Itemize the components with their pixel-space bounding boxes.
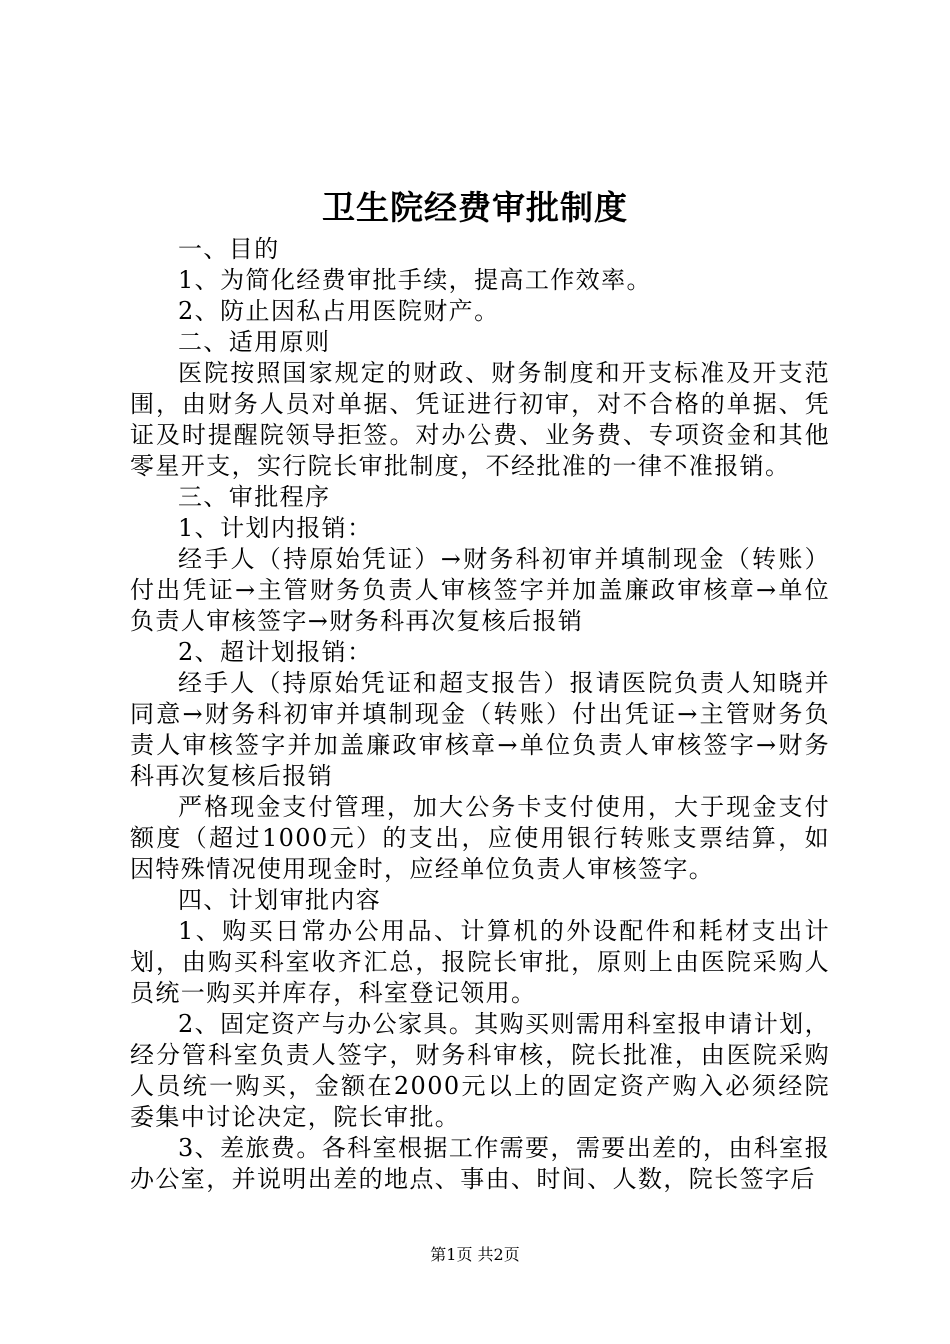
paragraph: 经手人（持原始凭证）→财务科初审并填制现金（转账）付出凭证→主管财务负责人审核签字并加盖廉政审核章→单位负责人审核签字→财务科再次复核后报销	[130, 545, 830, 635]
subheading: 2、超计划报销：	[178, 638, 373, 666]
paragraph: 医院按照国家规定的财政、财务制度和开支标准及开支范围，由财务人员对单据、凭证进行初审，对不合格的单据、凭证及时提醒院领导拒签。对办公费、业务费、专项资金和其他零星开支，实行院长审批制度，不经批准的一律不准报销。	[130, 359, 830, 480]
paragraph: 经手人（持原始凭证和超支报告）报请医院负责人知晓并同意→财务科初审并填制现金（转账）付出凭证→主管财务负责人审核签字并加盖廉政审核章→单位负责人审核签字→财务科再次复核后报销	[130, 669, 830, 790]
paragraph: 1、购买日常办公用品、计算机的外设配件和耗材支出计划，由购买科室收齐汇总，报院长审批，原则上由医院采购人员统一购买并库存，科室登记领用。	[130, 917, 830, 1007]
paragraph: 2、固定资产与办公家具。其购买则需用科室报申请计划，经分管科室负责人签字，财务科审核，院长批准，由医院采购人员统一购买，金额在2000元以上的固定资产购入必须经院委集中讨论决定，院长审批。	[130, 1010, 830, 1131]
paragraph: 3、差旅费。各科室根据工作需要，需要出差的，由科室报办公室，并说明出差的地点、事由、时间、人数，院长签字后	[130, 1134, 830, 1193]
section-heading-principles: 二、适用原则	[178, 328, 331, 356]
document-title: 卫生院经费审批制度	[322, 188, 628, 227]
section-heading-purpose: 一、目的	[178, 235, 280, 263]
paragraph: 2、防止因私占用医院财产。	[178, 297, 500, 325]
document-body	[130, 234, 830, 1195]
section-heading-content: 四、计划审批内容	[178, 886, 382, 914]
paragraph: 1、为简化经费审批手续，提高工作效率。	[178, 266, 652, 294]
subheading: 1、计划内报销：	[178, 514, 373, 542]
page-footer: 第1页 共2页	[430, 1245, 520, 1264]
section-heading-procedure: 三、审批程序	[178, 483, 331, 511]
paragraph: 严格现金支付管理，加大公务卡支付使用，大于现金支付额度（超过1000元）的支出，应使用银行转账支票结算，如因特殊情况使用现金时，应经单位负责人审核签字。	[130, 793, 830, 883]
